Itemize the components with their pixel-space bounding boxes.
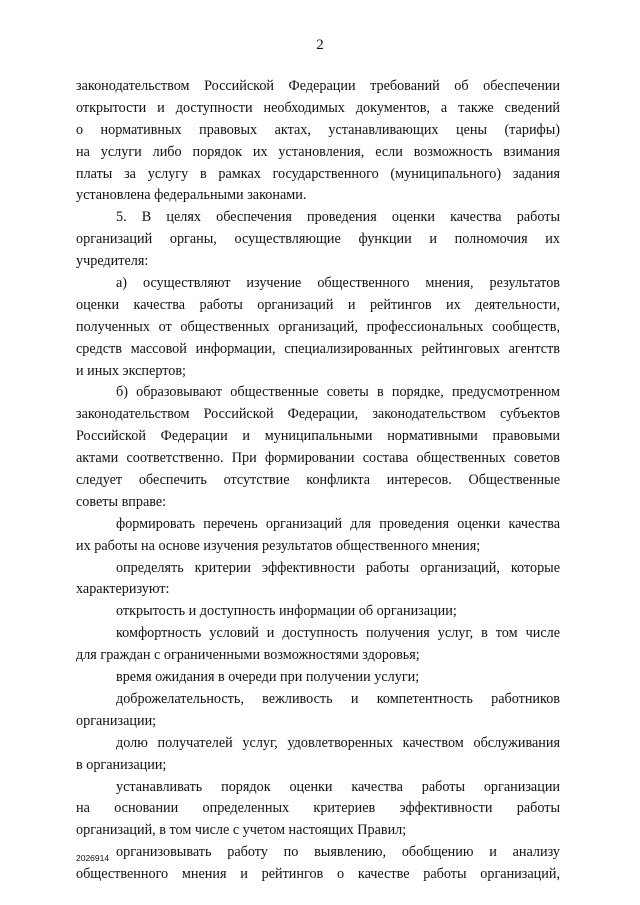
text-line: платы за услугу в рамках государственного (муниципального) задания bbox=[76, 165, 560, 182]
text-line: открытости и доступности необходимых документов, а также сведений bbox=[76, 99, 560, 116]
text-line: организовывать работу по выявлению, обобщению и анализу bbox=[116, 844, 560, 861]
text-line: комфортность условий и доступность получения услуг, в том числе bbox=[116, 625, 560, 642]
text-line: установлена федеральными законами. bbox=[76, 187, 307, 204]
text-line: открытость и доступность информации об организации; bbox=[116, 603, 457, 620]
text-line: организации; bbox=[76, 712, 157, 729]
text-line: оценки качества работы организаций и рейтингов их деятельности, bbox=[76, 296, 560, 313]
text-line: а) осуществляют изучение общественного мнения, результатов bbox=[116, 275, 560, 292]
text-line: и иных экспертов; bbox=[76, 362, 186, 379]
text-line: определять критерии эффективности работы организаций, которые bbox=[116, 559, 560, 576]
text-line: 5. В целях обеспечения проведения оценки качества работы bbox=[116, 209, 560, 226]
text-line: средств массовой информации, специализированных рейтинговых агентств bbox=[76, 340, 560, 357]
text-line: общественного мнения и рейтингов о качестве работы организаций, bbox=[76, 866, 560, 883]
text-line: на услуги либо порядок их установления, если возможность взимания bbox=[76, 143, 560, 160]
text-line: доброжелательность, вежливость и компетентность работников bbox=[116, 690, 560, 707]
text-line: полученных от общественных организаций, профессиональных сообществ, bbox=[76, 318, 560, 335]
text-line: устанавливать порядок оценки качества работы организации bbox=[116, 778, 560, 795]
text-line: характеризуют: bbox=[76, 581, 170, 598]
text-line: в организации; bbox=[76, 756, 167, 773]
text-line: б) образовывают общественные советы в порядке, предусмотренном bbox=[116, 384, 560, 401]
text-line: законодательством Российской Федерации требований об обеспечении bbox=[76, 78, 560, 94]
text-line: следует обеспечить отсутствие конфликта интересов. Общественные bbox=[76, 472, 560, 489]
text-line: актами соответственно. При формировании состава общественных советов bbox=[76, 450, 560, 467]
document-code: 2026914 bbox=[76, 853, 110, 863]
text-line: организаций органы, осуществляющие функции и полномочия их bbox=[76, 231, 560, 248]
text-line: советы вправе: bbox=[76, 493, 167, 510]
text-line: о нормативных правовых актах, устанавливающих цены (тарифы) bbox=[76, 121, 560, 138]
text-line: формировать перечень организаций для проведения оценки качества bbox=[116, 515, 560, 532]
text-line: их работы на основе изучения результатов общественного мнения; bbox=[76, 537, 481, 554]
text-line: для граждан с ограниченными возможностями здоровья; bbox=[76, 647, 420, 664]
text-line: Российской Федерации и муниципальными нормативными правовыми bbox=[76, 428, 560, 445]
text-line: законодательством Российской Федерации, законодательством субъектов bbox=[76, 406, 560, 423]
text-line: время ожидания в очереди при получении услуги; bbox=[116, 669, 420, 686]
document-body bbox=[76, 76, 560, 886]
text-line: учредителя: bbox=[76, 253, 149, 270]
page-number: 2 bbox=[316, 37, 324, 53]
text-line: на основании определенных критериев эффективности работы bbox=[76, 800, 560, 817]
text-line: организаций, в том числе с учетом настоящих Правил; bbox=[76, 822, 407, 839]
text-line: долю получателей услуг, удовлетворенных качеством обслуживания bbox=[116, 734, 560, 751]
